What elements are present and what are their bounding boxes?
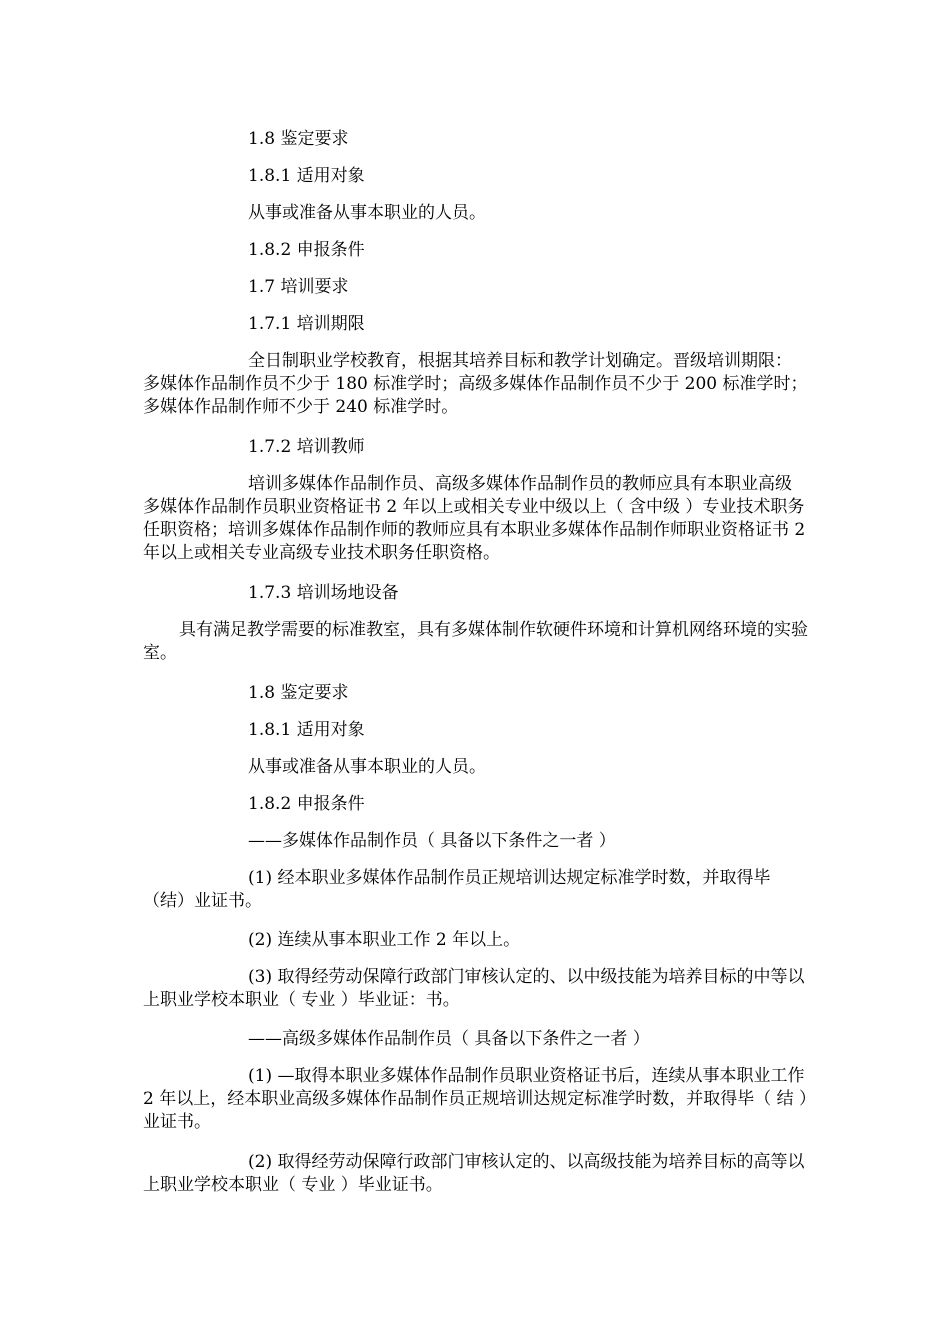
subsection-heading: 1.7.2 培训教师 — [248, 437, 365, 457]
body-paragraph: 全日制职业学校教育，根据其培养目标和教学计划确定。晋级培训期限：多媒体作品制作员不少于 180 标准学时；高级多媒体作品制作员不少于 200 标准学时；多媒体作品制作师不少于 240 标准学时。 — [143, 351, 808, 417]
body-paragraph: 培训多媒体作品制作员、高级多媒体作品制作员的教师应具有本职业高级多媒体作品制作员职业资格证书 2 年以上或相关专业中级以上（ 含中级 ）专业技术职务任职资格；培训多媒体作品制作师的教师应具有本职业多媒体作品制作师职业资格证书 2 年以上或相关专业高级专业技术职务任职资格。 — [143, 474, 811, 563]
list-item: (1) —取得本职业多媒体作品制作员职业资格证书后，连续从事本职业工作 2 年以上，经本职业高级多媒体作品制作员正规培训达规定标准学时数，并取得毕（ 结 ）业证书。 — [143, 1066, 810, 1132]
section-heading: 1.7 培训要求 — [248, 277, 349, 297]
section-heading: 1.8 鉴定要求 — [248, 683, 349, 703]
list-item: (2) 连续从事本职业工作 2 年以上。 — [248, 930, 521, 950]
body-paragraph: 从事或准备从事本职业的人员。 — [248, 203, 486, 223]
body-paragraph: 具有满足教学需要的标准教室，具有多媒体制作软硬件环境和计算机网络环境的实验室。 — [143, 620, 808, 663]
list-item: (2) 取得经劳动保障行政部门审核认定的、以高级技能为培养目标的高等以上职业学校本职业（ 专业 ）毕业证书。 — [143, 1152, 805, 1195]
subsection-heading: 1.8.2 申报条件 — [248, 794, 365, 814]
category-heading: ——高级多媒体作品制作员（ 具备以下条件之一者 ） — [248, 1029, 650, 1049]
list-item: (3) 取得经劳动保障行政部门审核认定的、以中级技能为培养目标的中等以上职业学校本职业（ 专业 ）毕业证：书。 — [143, 967, 805, 1010]
list-item: (1) 经本职业多媒体作品制作员正规培训达规定标准学时数，并取得毕（结）业证书。 — [143, 868, 771, 911]
body-paragraph: 从事或准备从事本职业的人员。 — [248, 757, 486, 777]
subsection-heading: 1.7.1 培训期限 — [248, 314, 365, 334]
section-heading: 1.8 鉴定要求 — [248, 129, 349, 149]
subsection-heading: 1.8.1 适用对象 — [248, 720, 365, 740]
subsection-heading: 1.7.3 培训场地设备 — [248, 583, 399, 603]
category-heading: ——多媒体作品制作员（ 具备以下条件之一者 ） — [248, 831, 616, 851]
subsection-heading: 1.8.2 申报条件 — [248, 240, 365, 260]
subsection-heading: 1.8.1 适用对象 — [248, 166, 365, 186]
